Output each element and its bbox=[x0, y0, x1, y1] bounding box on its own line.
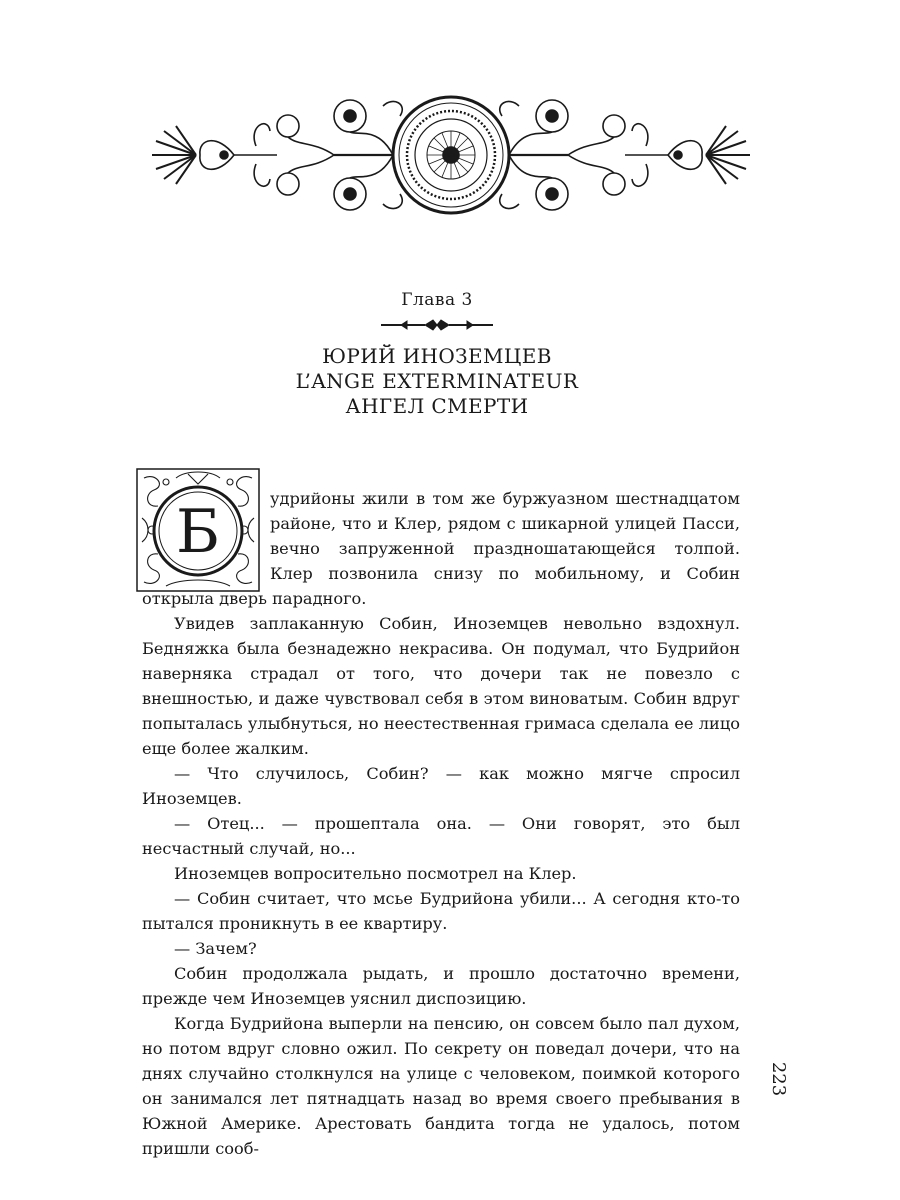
paragraph: — Зачем? bbox=[174, 939, 257, 958]
paragraph: Собин продолжала рыдать, и прошло достаточно времени, прежде чем Иноземцев уяснил диспозицию. bbox=[142, 964, 740, 1008]
chapter-title-line: L’ANGE EXTERMINATEUR bbox=[295, 369, 579, 393]
chapter-title-line: АНГЕЛ СМЕРТИ bbox=[345, 394, 529, 418]
chapter-divider bbox=[381, 318, 493, 332]
paragraph: — Что случилось, Собин? — как можно мягче спросил Иноземцев. bbox=[142, 764, 740, 808]
paragraph: Когда Будрийона выперли на пенсию, он совсем было пал духом, но потом вдруг словно ожил. По секрету он поведал дочери, что на днях случайно столкнулся на улице с человеком, поимкой которого он занимался лет пятнадцать назад во время своего пребывания в Южной Америке. Арестовать бандита тогда не удалось, потом пришли сооб- bbox=[142, 1014, 740, 1158]
paragraph: Иноземцев вопросительно посмотрел на Клер. bbox=[174, 864, 577, 883]
paragraph: Увидев заплаканную Собин, Иноземцев невольно вздохнул. Бедняжка была безнадежно некрасива. Он подумал, что Будрийон наверняка страдал от того, что дочери так не повезло с внешностью, и даже чувствовал себя в этом виноватым. Собин вдруг попыталась улыбнуться, но неестественная гримаса сделала ее лицо еще более жалким. bbox=[142, 614, 740, 758]
paragraph: удрийоны жили в том же буржуазном шестнадцатом районе, что и Клер, рядом с шикарной улицей Пасси, вечно запруженной праздношатающейся толпой. Клер позвонила снизу по мобильному, и Собин открыла дверь парадного. bbox=[142, 489, 740, 608]
page-number: 223 bbox=[768, 1061, 789, 1097]
body-text bbox=[142, 486, 740, 1161]
chapter-label: Глава 3 bbox=[401, 290, 473, 310]
chapter-title-line: ЮРИЙ ИНОЗЕМЦЕВ bbox=[322, 344, 552, 368]
drop-cap-letter: Б bbox=[175, 497, 221, 567]
header-ornament bbox=[138, 86, 764, 224]
chapter-title bbox=[0, 344, 874, 419]
paragraph: — Отец... — прошептала она. — Они говорят, это был несчастный случай, но... bbox=[142, 814, 740, 858]
paragraph: — Собин считает, что мсье Будрийона убили... А сегодня кто-то пытался проникнуть в ее квартиру. bbox=[142, 889, 740, 933]
